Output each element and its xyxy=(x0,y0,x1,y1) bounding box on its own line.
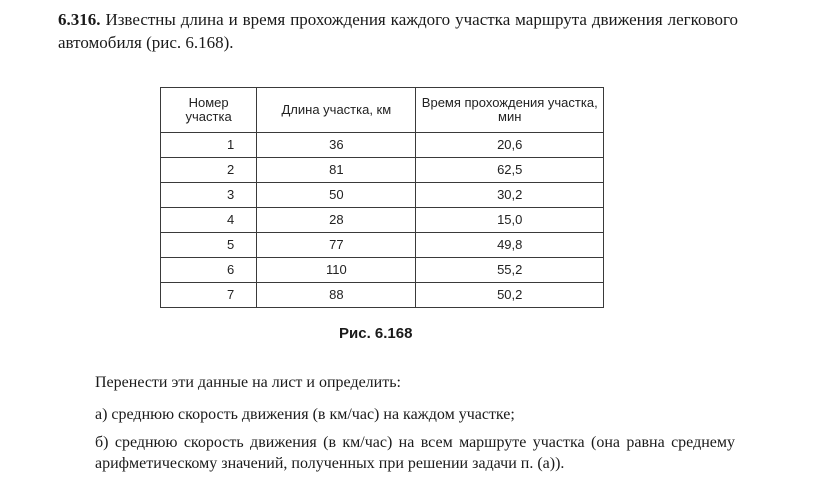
route-data-table xyxy=(160,87,604,308)
segment-time-cell: 62,5 xyxy=(416,158,604,183)
segment-number-cell: 2 xyxy=(161,158,257,183)
table-row xyxy=(161,208,604,233)
problem-statement xyxy=(58,8,738,54)
figure-caption: Рис. 6.168 xyxy=(339,325,413,342)
table-row xyxy=(161,283,604,308)
problem-text: Известны длина и время прохождения каждого участка маршрута движения легкового автомобиля (рис. 6.168). xyxy=(58,10,738,52)
table-row xyxy=(161,233,604,258)
task-item-a: а) среднюю скорость движения (в км/час) на каждом участке; xyxy=(95,406,515,423)
header-segment-time: Время прохождения участка, мин xyxy=(416,88,604,133)
segment-time-cell: 55,2 xyxy=(416,258,604,283)
segment-number-cell: 5 xyxy=(161,233,257,258)
segment-length-cell: 36 xyxy=(257,133,416,158)
segment-time-cell: 50,2 xyxy=(416,283,604,308)
table-row xyxy=(161,183,604,208)
task-item-b: б) среднюю скорость движения (в км/час) на всем маршруте участка (она равна среднему арифметическому значений, полученных при решении задачи п. (а)). xyxy=(95,434,735,472)
segment-time-cell: 15,0 xyxy=(416,208,604,233)
header-segment-length: Длина участка, км xyxy=(257,88,416,133)
segment-length-cell: 81 xyxy=(257,158,416,183)
segment-length-cell: 77 xyxy=(257,233,416,258)
task-intro: Перенести эти данные на лист и определить: xyxy=(95,374,401,391)
segment-time-cell: 49,8 xyxy=(416,233,604,258)
segment-number-cell: 4 xyxy=(161,208,257,233)
segment-length-cell: 50 xyxy=(257,183,416,208)
segment-length-cell: 88 xyxy=(257,283,416,308)
segment-number-cell: 6 xyxy=(161,258,257,283)
problem-number: 6.316. xyxy=(58,10,101,29)
segment-length-cell: 28 xyxy=(257,208,416,233)
segment-number-cell: 3 xyxy=(161,183,257,208)
segment-length-cell: 110 xyxy=(257,258,416,283)
segment-time-cell: 30,2 xyxy=(416,183,604,208)
table-header-row xyxy=(161,88,604,133)
table-row xyxy=(161,133,604,158)
table-row xyxy=(161,158,604,183)
segment-number-cell: 1 xyxy=(161,133,257,158)
table-row xyxy=(161,258,604,283)
header-segment-number: Номер участка xyxy=(161,88,257,133)
segment-time-cell: 20,6 xyxy=(416,133,604,158)
segment-number-cell: 7 xyxy=(161,283,257,308)
